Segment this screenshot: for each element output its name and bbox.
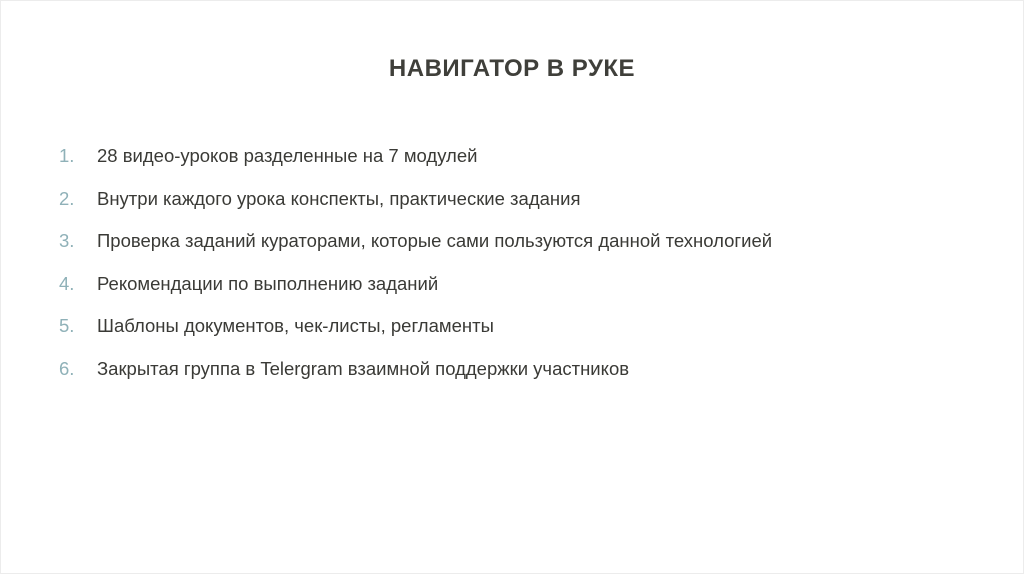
list-item-number: 3. [59,230,75,251]
list-item-text: Проверка заданий кураторами, которые сами пользуются данной технологией [97,230,773,251]
list-item [59,315,772,358]
list-item-number: 4. [59,272,75,294]
list-item-text: 28 видео-уроков разделенные на 7 модулей [97,145,478,166]
list-item [59,230,772,273]
feature-list [59,145,772,400]
list-item-number: 6. [59,357,75,379]
list-item-number: 1. [59,145,75,166]
list-item-text: Внутри каждого урока конспекты, практические задания [97,187,581,209]
list-item-number: 5. [59,315,75,336]
list-item [59,188,772,231]
list-item [59,358,772,401]
list-item [59,145,772,188]
list-item-text: Закрытая группа в Telergram взаимной поддержки участников [97,357,630,379]
list-item [59,273,772,316]
slide-title: НАВИГАТОР В РУКЕ [388,55,636,82]
list-item-text: Рекомендации по выполнению заданий [97,272,439,294]
list-item-number: 2. [59,187,75,209]
list-item-text: Шаблоны документов, чек-листы, регламенты [97,315,494,336]
